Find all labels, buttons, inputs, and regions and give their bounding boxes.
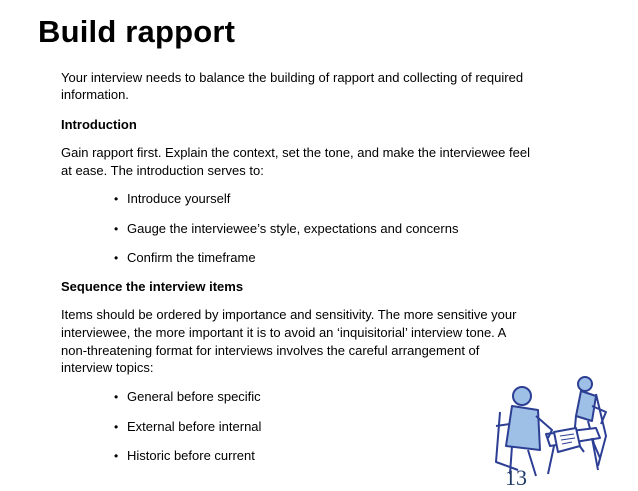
bullet-text: Introduce yourself: [127, 191, 231, 206]
section2-line-4: interview topics:: [61, 360, 154, 375]
bullet-item: [114, 249, 256, 267]
bullet-icon: •: [114, 449, 119, 463]
bullet-text: Historic before current: [127, 448, 255, 463]
bullet-text: Gauge the interviewee’s style, expectations and concerns: [127, 221, 459, 236]
bullet-icon: •: [114, 390, 119, 404]
section2-line-1: Items should be ordered by importance and sensitivity. The more sensitive your: [61, 307, 517, 322]
intro-line-2: information.: [61, 87, 129, 102]
bullet-text: Confirm the timeframe: [127, 250, 256, 265]
bullet-icon: •: [114, 420, 119, 434]
bullet-icon: •: [114, 192, 119, 206]
bullet-item: [114, 388, 261, 406]
bullet-text: External before internal: [127, 419, 262, 434]
section2-line-3: non-threatening format for interviews involves the careful arrangement of: [61, 343, 480, 358]
bullet-item: [114, 190, 230, 208]
bullet-item: [114, 220, 458, 238]
bullet-icon: •: [114, 251, 119, 265]
bullet-item: [114, 418, 261, 436]
intro-line-1: Your interview needs to balance the building of rapport and collecting of required: [61, 70, 524, 85]
interview-clipart-icon: [488, 366, 628, 479]
section1-line-1: Gain rapport first. Explain the context, set the tone, and make the interviewee feel: [61, 145, 530, 160]
section-heading-sequence: Sequence the interview items: [61, 279, 244, 294]
slide-title: Build rapport: [38, 14, 236, 49]
page-number: 13: [505, 465, 527, 490]
section-heading-introduction: Introduction: [61, 117, 137, 132]
bullet-item: [114, 447, 255, 465]
bullet-text: General before specific: [127, 389, 261, 404]
bullet-icon: •: [114, 222, 119, 236]
section2-line-2: interviewee, the more important it is to avoid an ‘inquisitorial’ interview tone. A: [61, 325, 507, 340]
section1-line-2: at ease. The introduction serves to:: [61, 163, 264, 178]
